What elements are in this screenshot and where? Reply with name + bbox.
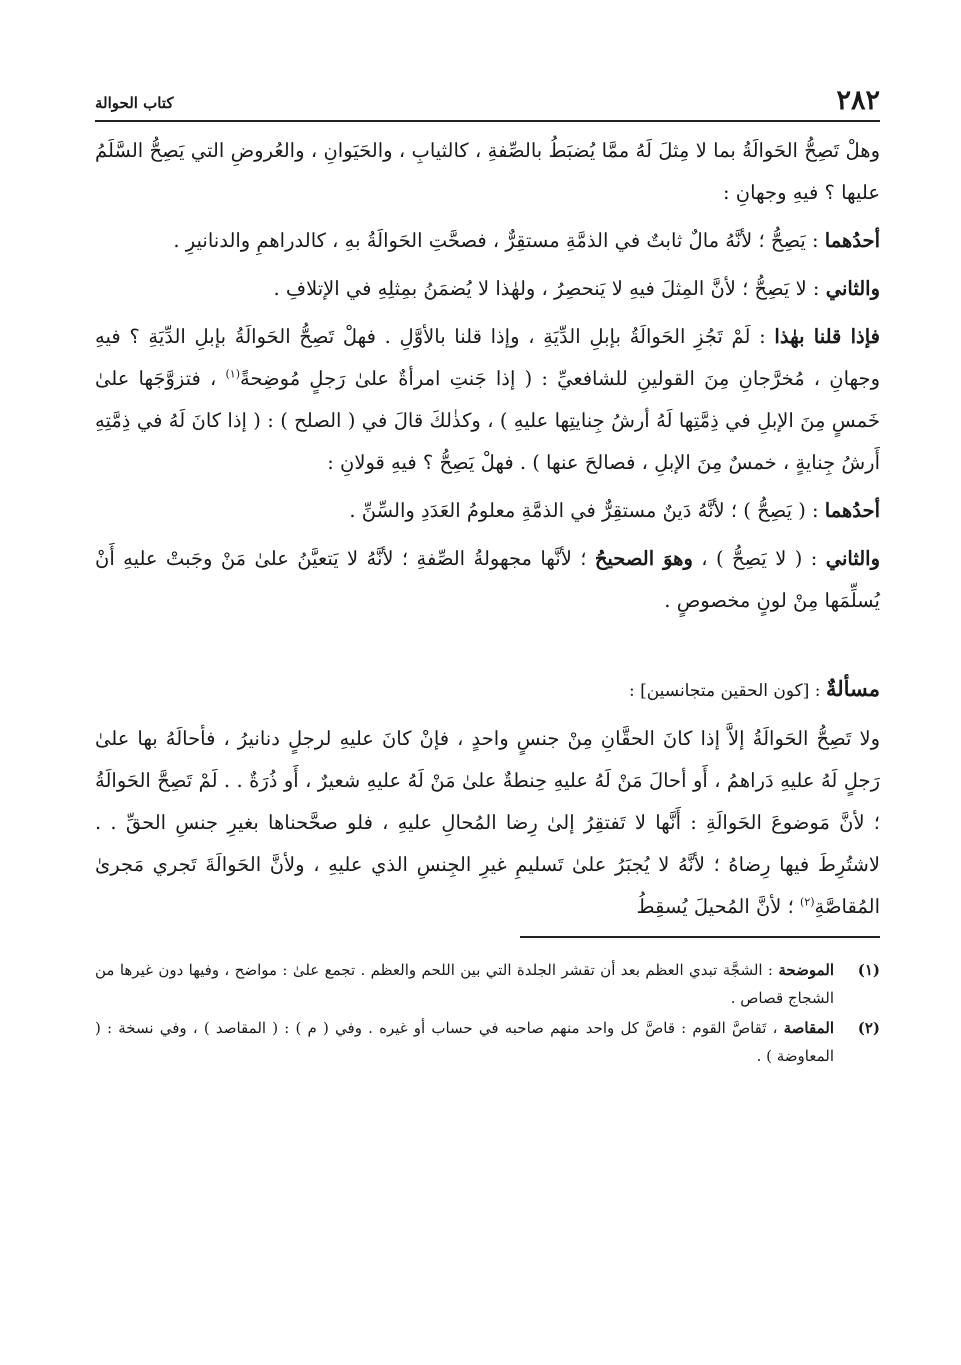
footnote-item [95, 956, 880, 1012]
footnote-text [95, 1014, 834, 1070]
paragraph-lead: والثاني [825, 277, 880, 300]
footnote-term: الموضحة [778, 961, 834, 979]
paragraph-text: : لا يَصِحُّ ؛ لأنَّ المِثلَ فيهِ لا يَنحصِرُ ، ولهٰذا لا يُضمَنُ بمِثلِهِ في الإتلافِ . [273, 277, 826, 300]
paragraph-text: ؛ لأنَّ المُحيلَ يُسقِطُ [636, 895, 801, 918]
footnote-number: (٢) [857, 1019, 880, 1037]
footnote-body: : الشجَّة تبدي العظم بعد أن تقشر الجلدة التي بين اللحم والعظم . تجمع علىٰ : مواضح ، وفيها دون غيرها من الشجاج قصاص . [95, 961, 834, 1007]
paragraph-6 [95, 538, 880, 622]
section-heading [95, 668, 880, 712]
paragraph-text: : ( لا يَصِحُّ ) ، [692, 547, 826, 570]
paragraph-text: : لَمْ تَجُزِ الحَوالَةُ بإبلِ الدِّيَةِ ، وإذا قلنا بالأوَّلِ . فهلْ تَصِحُّ الحَوالَةُ بإبلِ الدِّيَةِ ؟ فيهِ وجهانِ ، مُخرَّجانِ مِنَ القولينِ للشافعيِّ : ( إذا جَنتِ امرأةٌ علىٰ رَجلٍ مُوضِحةً [95, 325, 880, 390]
paragraph-5 [95, 490, 880, 532]
paragraph-text: وهلْ تَصِحُّ الحَوالَةُ بما لا مِثلَ لَهُ ممَّا يُضبَطُ بالصِّفةِ ، كالثيابِ ، والحَيَوانِ ، والعُروضِ التي يَصِحُّ السَّلَمُ عليها ؟ فيهِ وجهانِ : [95, 139, 880, 204]
running-header [95, 78, 880, 122]
paragraph-1 [95, 130, 880, 214]
paragraph-text: : يَصِحُّ ؛ لأنَّهُ مالٌ ثابتٌ في الذمَّةِ مستقِرٌّ ، فصحَّتِ الحَوالَةُ بهِ ، كالدراهمِ والدنانيرِ . [173, 229, 825, 252]
footnotes [95, 956, 880, 1070]
preferred-opinion: وهوَ الصحيحُ [594, 547, 693, 570]
section-title: : [كون الحقين متجانسين] : [628, 681, 826, 701]
footnote-term: المقاصة [783, 1019, 834, 1037]
book-page [95, 78, 880, 1072]
paragraph-lead: أحدُهما [824, 499, 880, 522]
paragraph-lead: أحدُهما [824, 229, 880, 252]
footnote-item [95, 1014, 880, 1070]
footnote-text [95, 956, 834, 1012]
footnote-number: (١) [857, 961, 880, 979]
paragraph-text: ولا تَصِحُّ الحَوالَةُ إلاَّ إذا كانَ الحقَّانِ مِنْ جنسٍ واحدٍ ، فإنْ كانَ عليهِ لرجلٍ دنانيرُ ، فأحالَهُ بها علىٰ رَجلٍ لَهُ عليهِ دَراهمُ ، أَو أحالَ مَنْ لَهُ عليهِ حِنطةٌ علىٰ مَنْ لَهُ عليهِ شعيرٌ ، أَو ذُرَةٌ . . لَمْ تَصِحَّ الحَوالَةُ ؛ لأنَّ مَوضوعَ الحَوالَةِ : أَنَّها لا تَفتقِرُ إلىٰ رِضا المُحالِ عليهِ ، فلو صحَّحناها بغيرِ جنسِ الحقِّ . . لاشتُرِطَ فيها رِضاهُ ؛ لأنَّهُ لا يُجبَرُ علىٰ تَسليمِ غيرِ الجِنسِ الذي عليهِ ، ولأنَّ الحَوالَةَ تَجري مَجرىٰ المُقاصَّةِ [95, 727, 880, 918]
paragraph-2 [95, 220, 880, 262]
paragraph-text: ؛ لأنَّها مجهولةُ الصِّفةِ ؛ لأنَّهُ لا يَتعيَّنُ علىٰ مَنْ وجَبتْ عليهِ أَنْ يُسلِّمَها مِنْ لونٍ مخصوصٍ . [95, 547, 880, 612]
paragraph-text: ، فتزوَّجَها علىٰ خَمسٍ مِنَ الإبلِ في ذِمَّتِها لَهُ أرشُ جِنايتِها عليهِ ) ، وكذٰلكَ قالَ في ( الصلح ) : ( إذا كانَ لَهُ في ذِمَّتِهِ أَرشُ جِنايةٍ ، خمسٌ مِنَ الإبلِ ، فصالحَ عنها ) . فهلْ يَصِحُّ ؟ فيهِ قولانِ : [95, 367, 880, 474]
footnote-ref-1[interactable]: (١) [225, 367, 241, 381]
paragraph-4 [95, 316, 880, 484]
paragraph-lead: والثاني [825, 547, 880, 570]
page-number: ٢٨٢ [836, 85, 880, 116]
book-title: كتاب الحوالة [95, 94, 174, 112]
main-text [95, 130, 880, 928]
footnote-body: ، تَقاصَّ القوم : قاصَّ كل واحد منهم صاحبه في حساب أو غيره . وفي ( م ) : ( المقاصد ) ، وفي نسخة : ( المعاوضة ) . [95, 1019, 834, 1065]
paragraph-lead: فإذا قلنا بهٰذا [774, 325, 881, 348]
paragraph-7 [95, 718, 880, 928]
footnote-divider [520, 936, 880, 938]
paragraph-3 [95, 268, 880, 310]
paragraph-text: : ( يَصِحُّ ) ؛ لأنَّهُ دَينٌ مستقِرٌّ في الذمَّةِ معلومُ العَدَدِ والسِّنِّ . [349, 499, 825, 522]
footnote-ref-2[interactable]: (٢) [800, 895, 815, 909]
section-label: مسألةٌ [825, 676, 880, 701]
